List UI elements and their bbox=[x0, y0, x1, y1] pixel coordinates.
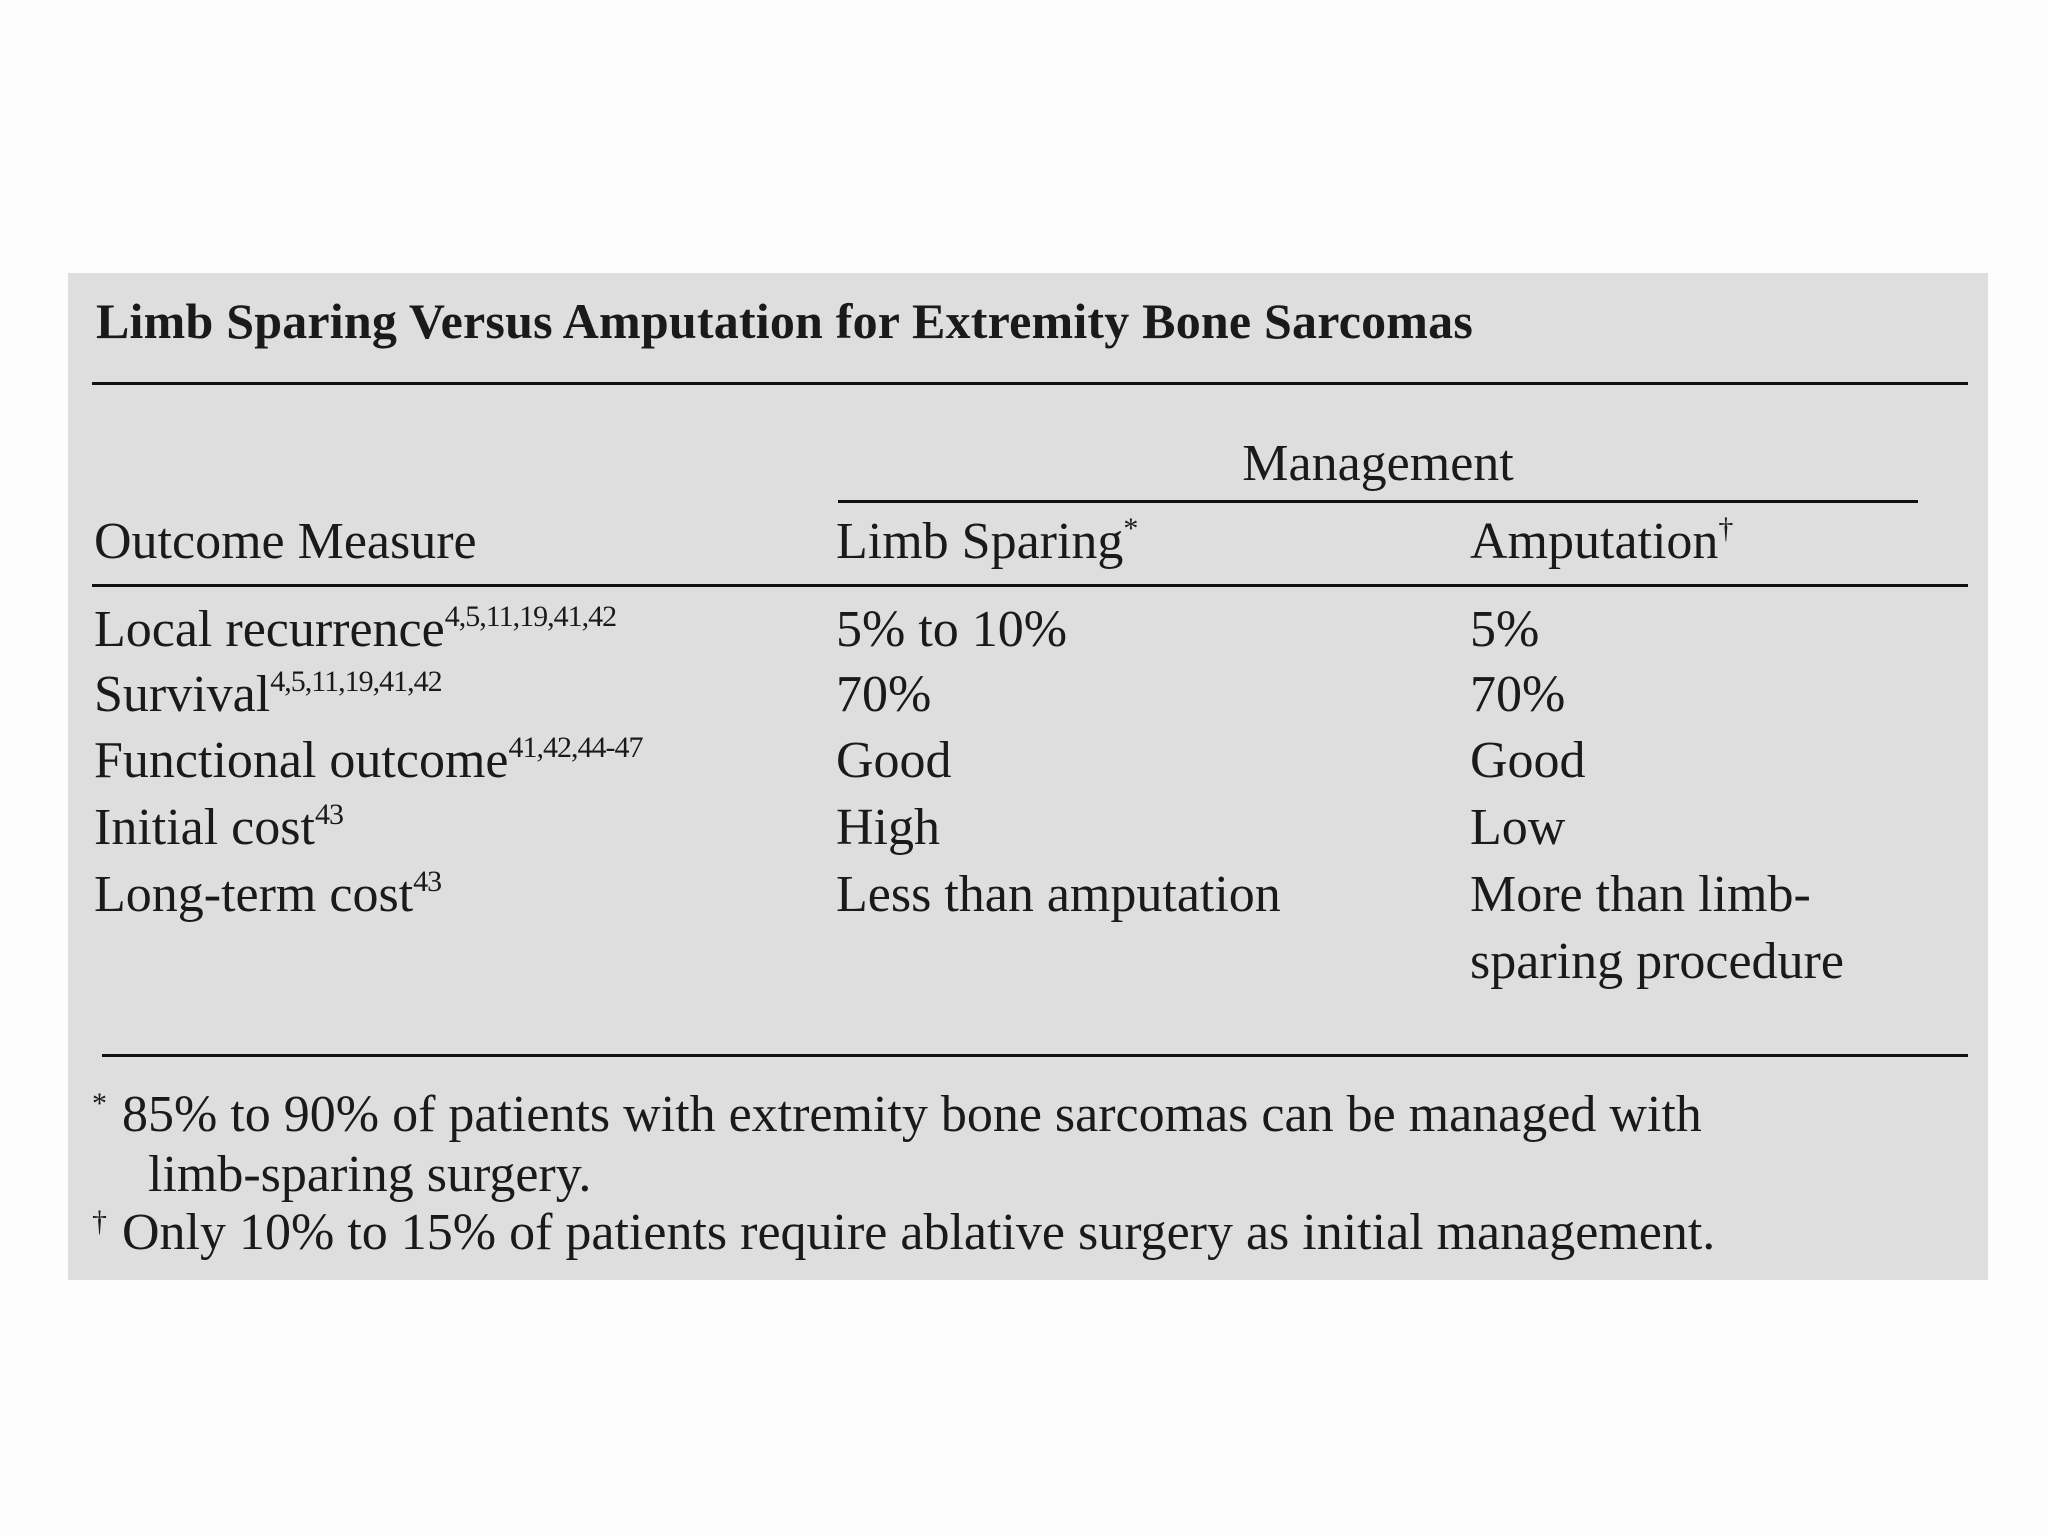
row-local-recurrence-amputation: 5% bbox=[1470, 601, 1540, 658]
top-rule bbox=[92, 382, 1968, 385]
management-group-header: Management bbox=[1242, 435, 1514, 492]
footnote-amputation: † Only 10% to 15% of patients require ablative surgery as initial management. bbox=[92, 1204, 1716, 1261]
header-limb-sparing: Limb Sparing* bbox=[836, 512, 1138, 570]
amputation-footnote-mark: † bbox=[1718, 512, 1733, 545]
row-survival-limb-sparing: 70% bbox=[836, 666, 932, 723]
management-underline bbox=[838, 500, 1918, 503]
row-local-recurrence-limb-sparing: 5% to 10% bbox=[836, 601, 1068, 658]
row-functional-outcome-measure: Functional outcome$^{41,42,44-47}$ bbox=[94, 731, 643, 789]
limb-sparing-footnote-mark: * bbox=[1123, 512, 1138, 545]
row-long-term-cost-measure: Long-term cost$^{43}$ bbox=[94, 865, 442, 923]
row-long-term-cost-amputation-line1: More than limb- bbox=[1470, 866, 1811, 923]
table-panel bbox=[68, 273, 1988, 1280]
row-initial-cost-limb-sparing: High bbox=[836, 799, 940, 856]
header-rule bbox=[92, 584, 1968, 587]
row-survival-measure: Survival$^{4,5,11,19,41,42}$ bbox=[94, 665, 442, 723]
row-long-term-cost-amputation-line2: sparing procedure bbox=[1470, 933, 1844, 990]
table-title: Limb Sparing Versus Amputation for Extremity Bone Sarcomas bbox=[96, 293, 1474, 349]
row-survival-amputation: 70% bbox=[1470, 666, 1566, 723]
row-functional-outcome-amputation: Good bbox=[1470, 732, 1586, 789]
row-functional-outcome-limb-sparing: Good bbox=[836, 732, 952, 789]
row-long-term-cost-limb-sparing: Less than amputation bbox=[836, 866, 1281, 923]
bottom-rule bbox=[102, 1054, 1968, 1057]
header-amputation: Amputation† bbox=[1470, 512, 1733, 570]
row-initial-cost-measure: Initial cost$^{43}$ bbox=[94, 798, 343, 856]
footnote-limb-sparing: * 85% to 90% of patients with extremity bone sarcomas can be managed with limb-sparing surgery. bbox=[92, 1086, 1702, 1203]
row-local-recurrence-measure: Local recurrence$^{4,5,11,19,41,42}$ bbox=[94, 600, 617, 658]
header-outcome-measure: Outcome Measure bbox=[94, 513, 477, 570]
row-initial-cost-amputation: Low bbox=[1470, 799, 1566, 856]
